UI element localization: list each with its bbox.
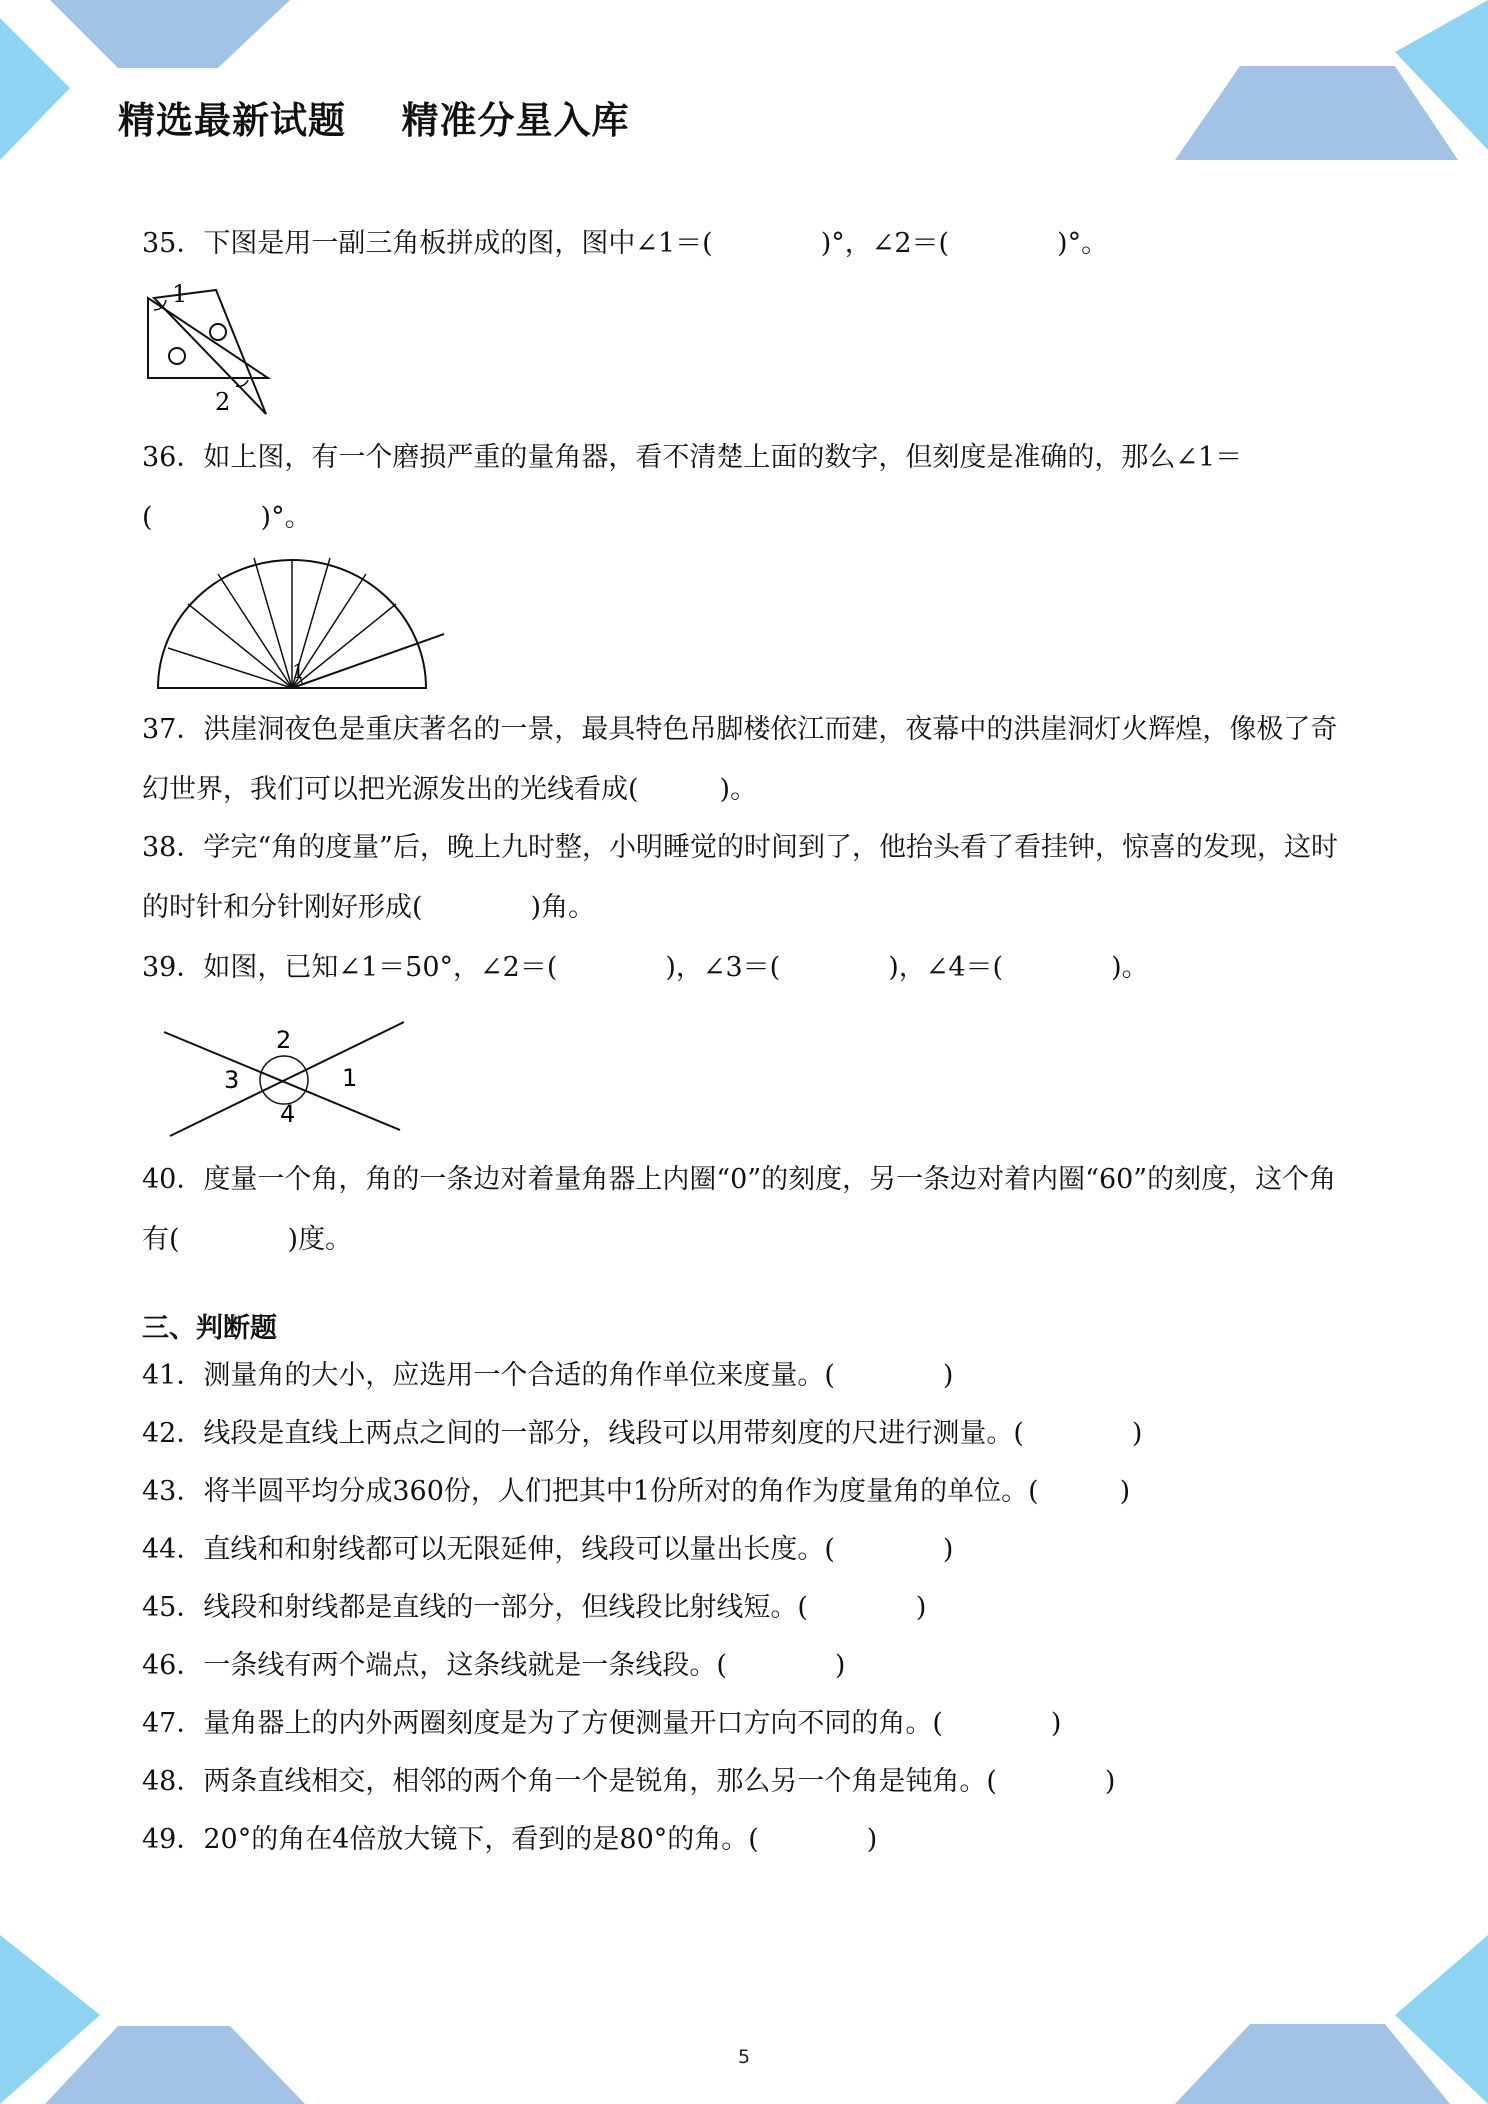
fig36-label-1: 1 [292, 659, 305, 683]
question-43: 43．将半圆平均分成360份，人们把其中1份所对的角作为度量角的单位。( ) [142, 1476, 1131, 1507]
deco-bottom-left-triangle [0, 1935, 100, 2104]
page-number: 5 [737, 2046, 751, 2068]
question-46: 46．一条线有两个端点，这条线就是一条线段。( ) [142, 1650, 846, 1681]
question-45: 45．线段和射线都是直线的一部分，但线段比射线短。( ) [142, 1592, 927, 1623]
question-48: 48．两条直线相交，相邻的两个角一个是锐角，那么另一个角是钝角。( ) [142, 1766, 1116, 1797]
question-41: 41．测量角的大小，应选用一个合适的角作单位来度量。( ) [142, 1360, 954, 1391]
question-40: 40．度量一个角，角的一条边对着量角器上内圈“0”的刻度，另一条边对着内圈“60”的刻度，这个角有( )度。 [142, 1164, 1337, 1255]
question-44: 44．直线和和射线都可以无限延伸，线段可以量出长度。( ) [142, 1534, 954, 1565]
question-35: 35．下图是用一副三角板拼成的图，图中∠1＝( )°，∠2＝( )°。 [142, 228, 1109, 259]
question-37: 37．洪崖洞夜色是重庆著名的一景，最具特色吊脚楼依江而建，夜幕中的洪崖洞灯火辉煌，像极了奇幻世界，我们可以把光源发出的光线看成( )。 [142, 714, 1338, 805]
deco-bottom-right-triangle [1395, 1935, 1488, 2104]
question-47: 47．量角器上的内外两圈刻度是为了方便测量开口方向不同的角。( ) [142, 1708, 1062, 1739]
figure-35-set-squares [140, 282, 280, 422]
fig39-label-2: 2 [276, 1026, 292, 1054]
figure-39-intersecting-lines [160, 1018, 410, 1142]
question-39: 39．如图，已知∠1＝50°，∠2＝( )，∠3＝( )，∠4＝( )。 [142, 952, 1149, 983]
deco-top-left-triangle [0, 18, 70, 160]
fig35-label-2: 2 [215, 388, 231, 416]
fig39-label-1: 1 [342, 1064, 358, 1092]
deco-top-right-triangle [1395, 0, 1488, 150]
question-49: 49．20°的角在4倍放大镜下，看到的是80°的角。( ) [142, 1824, 878, 1855]
fig39-label-3: 3 [224, 1066, 240, 1094]
deco-top-left-trapezoid [50, 0, 290, 68]
question-36: 36．如上图，有一个磨损严重的量角器，看不清楚上面的数字，但刻度是准确的，那么∠1＝( )°。 [142, 442, 1243, 533]
fig35-label-1: 1 [172, 282, 188, 308]
fig39-label-4: 4 [280, 1100, 296, 1128]
question-38: 38．学完“角的度量”后，晚上九时整，小明睡觉的时间到了，他抬头看了看挂钟，惊喜的发现，这时的时针和分针刚好形成( )角。 [142, 832, 1338, 923]
figure-36-protractor [150, 552, 450, 698]
deco-top-right-trapezoid [1175, 66, 1458, 160]
question-42: 42．线段是直线上两点之间的一部分，线段可以用带刻度的尺进行测量。( ) [142, 1418, 1143, 1449]
section-3-title: 三、判断题 [142, 1313, 277, 1344]
header-title: 精选最新试题 精准分星入库 [118, 99, 630, 142]
